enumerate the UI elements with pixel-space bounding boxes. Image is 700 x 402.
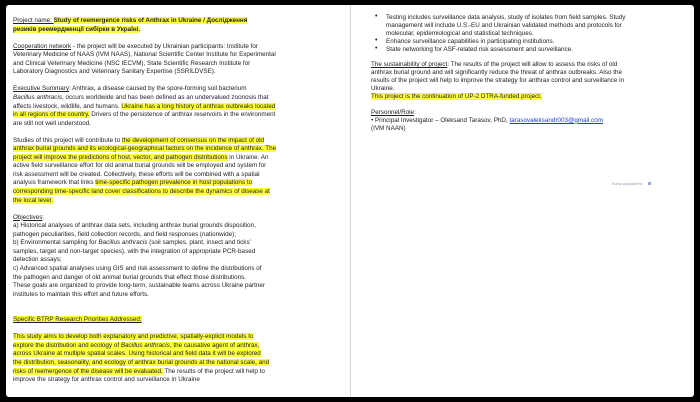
document-line [13, 137, 344, 145]
document-line [13, 291, 344, 299]
document-line [13, 103, 344, 111]
document-line [13, 274, 344, 282]
text-run: Executive Summary [13, 85, 69, 93]
text-run: : Anthrax, a disease caused by the spore-forming soil bacterium [69, 85, 247, 93]
text-run: Testing includes surveillance data analysis, study of isolates from field samples. Study [386, 14, 626, 21]
document-line [13, 282, 344, 290]
text-run: analysis framework that links [13, 179, 96, 187]
document-line [386, 22, 688, 30]
text-run: b) Environmental sampling for [13, 239, 99, 247]
document-line [13, 145, 344, 153]
text-run: in all regions of the country. [13, 111, 90, 119]
document-line [13, 43, 344, 51]
text-run: Bacillus anthracis [120, 341, 170, 349]
document-line [371, 85, 688, 93]
text-run: corresponding time-specific land cover classifications to describe the dynamics of disease at [13, 188, 270, 195]
text-run: results of the project will help to improve the strategy for anthrax control and surveillance in [371, 77, 625, 85]
text-run: Personnel/Role [371, 108, 415, 116]
document-page-left [6, 5, 351, 397]
document-line [371, 125, 688, 133]
document-line [13, 26, 344, 34]
text-run: project will improve the predictions of host, vector, and pathogen distributions [13, 153, 228, 161]
document-line [13, 333, 344, 341]
text-run: across Ukraine at multiple spatial scales. Using historical and field data it will be explored [13, 350, 261, 358]
text-run: pathogen peculiarities, field collection records, and field responses (nationwide); [13, 230, 236, 238]
text-run: are still not well understood. [13, 119, 92, 127]
document-line [371, 109, 688, 117]
document-line [13, 162, 344, 170]
document-line [13, 359, 344, 367]
text-run: c) Advanced spatial analyses using GIS and risk assessment to define the distributions of [13, 264, 262, 272]
document-line [13, 94, 344, 102]
document-line [13, 154, 344, 162]
text-run: the pathogen and danger of old animal burial grounds that effect those distributions. [13, 273, 247, 281]
document-line [13, 248, 344, 256]
document-line [386, 38, 688, 46]
document-line [371, 77, 688, 85]
text-run: Objectives [13, 213, 43, 221]
text-run: : [414, 108, 416, 116]
document-line [13, 316, 344, 324]
document-line [13, 85, 344, 93]
email-link[interactable]: tarasovaleksandr003@gmail.com [509, 116, 604, 124]
document-line [13, 188, 344, 196]
text-run: ризиків реемердженції сибірки в Україні. [13, 25, 141, 33]
text-run: institutes to maintain this effort and future efforts. [13, 290, 149, 298]
text-run: a) Historical analyses of anthrax data sets, including anthrax burial grounds disposition, [13, 222, 256, 230]
document-line [13, 368, 344, 376]
document-line [13, 265, 344, 273]
document-line [13, 376, 344, 384]
text-run: anthrax burial grounds and its ecological-geographical factors on the incidence of anthrax. The [13, 145, 277, 153]
text-run: Specific BTRP Research Priorities Addressed: [13, 316, 142, 324]
document-page-right [351, 5, 694, 397]
document-line [13, 197, 344, 205]
text-run: Bacillus anthracis [13, 93, 62, 101]
text-run: Ukraine. [371, 85, 395, 93]
document-line [13, 231, 344, 239]
text-run: affects livestock, wildlife, and humans. [13, 102, 122, 110]
text-run: in Ukraine. An [227, 153, 269, 161]
bullet-dot: • [375, 45, 378, 52]
text-run: management will include U.S.-EU and Ukrainian validated methods and protocols for [386, 21, 622, 29]
text-run: Studies of this project will contribute to [13, 136, 122, 144]
text-run: risk assessment will be created. Collectively, these efforts will be combined with a spatial [13, 170, 260, 178]
document-viewer [6, 5, 694, 397]
text-run: State networking for ASF-related risk assessment and surveillance. [386, 45, 573, 53]
text-run: the development of consensus on the impact of old [121, 136, 264, 144]
document-line [13, 342, 344, 350]
document-line [13, 222, 344, 230]
document-line [13, 350, 344, 358]
document-line [13, 60, 344, 68]
text-run: : The results of the project will allow to assess the risks of old [447, 61, 618, 69]
document-line [13, 68, 344, 76]
document-line [13, 51, 344, 59]
watermark-icon [648, 182, 651, 185]
text-run: These goals are organized to provide long-term, sustainable teams across Ukraine partner [13, 282, 266, 290]
text-run: (soil samples, plant, insect and ticks' [147, 239, 251, 247]
text-run: This study aims to develop both explanatory and predictive, spatially-explicit models to [13, 333, 254, 341]
watermark-text: Копія документа [612, 181, 643, 186]
document-line [386, 46, 688, 54]
text-run: Study of reemergence risks of Anthrax in Ukraine / Дослідження [53, 17, 248, 24]
text-run: , occurs worldwide and has been defined as an undervalued zoonosis that [62, 93, 269, 101]
text-run: molecular, epidemiological and statistical techniques. [386, 29, 534, 37]
document-line [386, 30, 688, 38]
document-line [371, 117, 688, 125]
text-run: , the causative agent of anthrax, [169, 341, 260, 349]
document-line [13, 256, 344, 264]
document-line [13, 120, 344, 128]
text-run: : [42, 213, 45, 221]
document-line [371, 61, 688, 69]
text-run: risks of reemergence of the disease will be evaluated. [13, 367, 163, 375]
text-run: Drivers of the persistence of anthrax reservoirs in the environment [89, 111, 276, 119]
text-run: samples, target and non-target species), with the integration of appropriate PCR-based [13, 247, 256, 255]
text-run: Ukraine has a long history of anthrax outbreaks located [121, 102, 276, 110]
text-run: active field surveillance effort for old animal burial grounds will be employed and system for [13, 162, 267, 170]
text-run: time-specific pathogen prevalence in host populations to [95, 179, 253, 187]
text-run: Enhance surveillance capabilities in participating institutions. [386, 37, 555, 45]
text-run: The results of the project will help to [162, 367, 265, 375]
text-run: detection assays; [13, 256, 62, 264]
document-line [13, 171, 344, 179]
text-run: the distribution, seasonality, and ecology of anthrax burial grounds at the national scale, and [13, 359, 270, 366]
document-line [13, 17, 344, 25]
text-run: and Clinical Veterinary Medicine (NSC IECVM), State Scientific Research Institute for [13, 59, 251, 67]
document-line [13, 111, 344, 119]
text-run: Bacillus anthracis [98, 239, 148, 247]
text-run: Veterinary Medicine of NAAS (IVM NAAS), National Scientific Center Institute for Experimental [13, 51, 276, 59]
text-run: • Principal Investigator – Oleksand Tarasov, PhD, [371, 116, 510, 124]
text-run: anthrax burial ground and will significantly reduce the threat of anthrax outbreaks. Also the [371, 69, 622, 77]
text-run: improve the strategy for anthrax control and surveillance in Ukraine [13, 376, 200, 384]
text-run: (IVM NAAN) [371, 124, 406, 132]
text-run: explore the distribution and ecology of [13, 341, 121, 349]
text-run: - the project will be executed by Ukrainian participants: Institute for [71, 42, 259, 50]
text-run: Cooperation network [13, 42, 72, 50]
document-line [371, 69, 688, 77]
document-line [386, 14, 688, 22]
document-line [13, 179, 344, 187]
text-run: Project name: [13, 17, 54, 24]
document-line [13, 239, 344, 247]
bullet-dot: • [375, 37, 378, 44]
text-run: This project is the continuation of UP-2 DTRA-funded project. [371, 93, 542, 100]
bullet-dot: • [375, 13, 378, 20]
text-run: Laboratory Diagnostics and Veterinary Sanitary Expertise (SSRILDVSE). [13, 68, 216, 76]
text-run: The sustainability of project [371, 61, 448, 69]
text-run: the local level. [13, 196, 53, 204]
document-line [13, 214, 344, 222]
document-line [371, 93, 688, 101]
